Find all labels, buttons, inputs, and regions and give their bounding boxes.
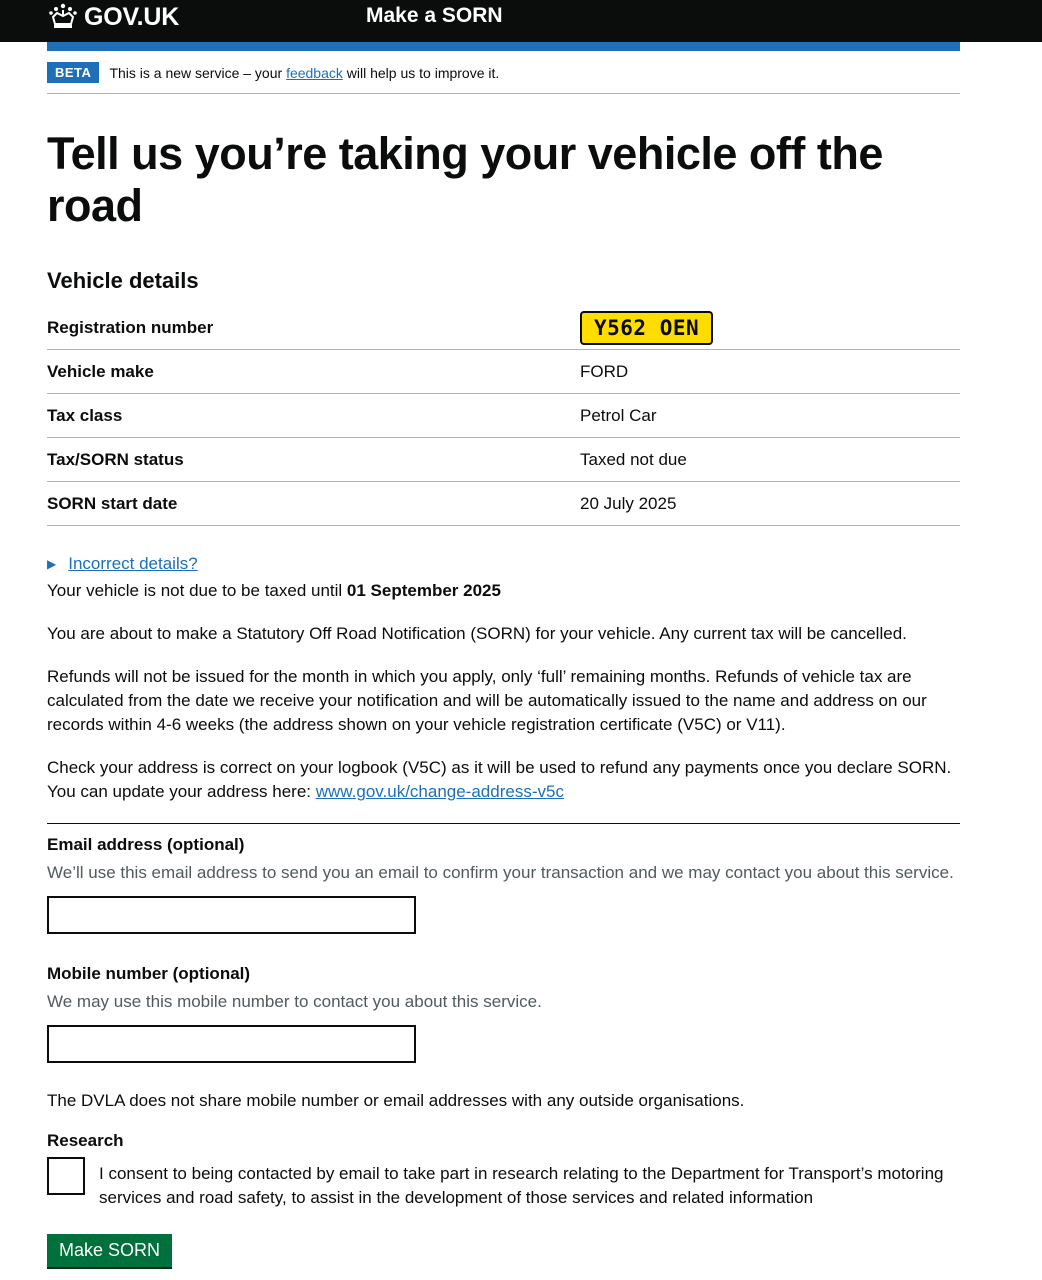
site-header — [0, 0, 1042, 42]
mobile-label: Mobile number (optional) — [47, 964, 251, 983]
check-address-paragraph: Check your address is correct on your logbook (V5C) as it will be used to refund any payments once you declare SORN. You can update your address here: www.gov.uk/change-address-v5c — [47, 758, 952, 801]
triangle-right-icon: ▶ — [47, 557, 57, 571]
refunds-paragraph: Refunds will not be issued for the month in which you apply, only ‘full’ remaining months. Refunds of vehicle tax are calculated from the date we receive your notification and will be automatically issued to the name and address on our records within 4-6 weeks (the address shown on your vehicle registration certificate (V5C) or V11). — [47, 667, 927, 734]
vehicle-details-heading: Vehicle details — [47, 268, 199, 293]
summary-row-make — [47, 350, 960, 394]
summary-row-tax-class — [47, 394, 960, 438]
email-hint: We’ll use this email address to send you an email to confirm your transaction and we may contact you about this service. — [47, 863, 954, 882]
summary-key: Tax class — [47, 405, 123, 425]
beta-tag: BETA — [47, 62, 99, 83]
registration-plate: Y562 OEN — [580, 311, 713, 345]
feedback-link[interactable]: feedback — [286, 64, 343, 81]
vehicle-summary-list — [47, 306, 960, 526]
summary-key: Tax/SORN status — [47, 449, 184, 469]
service-name-link[interactable]: Make a SORN — [366, 4, 503, 27]
data-sharing-notice: The DVLA does not share mobile number or email addresses with any outside organisations. — [47, 1091, 745, 1110]
incorrect-details-link[interactable]: Incorrect details? — [68, 554, 198, 573]
mobile-hint: We may use this mobile number to contact you about this service. — [47, 992, 542, 1011]
logo-text: GOV.UK — [84, 2, 180, 31]
summary-row-sorn-date — [47, 482, 960, 526]
section-divider — [47, 823, 960, 824]
header-blue-bar — [47, 42, 960, 51]
research-consent-checkbox[interactable] — [47, 1157, 85, 1195]
research-label: Research — [47, 1131, 124, 1150]
page-title: Tell us you’re taking your vehicle off the road — [47, 128, 883, 231]
phase-banner — [47, 51, 960, 94]
main-container — [47, 51, 960, 1267]
change-address-link[interactable]: www.gov.uk/change-address-v5c — [315, 782, 564, 801]
email-label: Email address (optional) — [47, 835, 245, 854]
email-input[interactable] — [47, 896, 416, 934]
mobile-input[interactable] — [47, 1025, 416, 1063]
summary-value: Taxed not due — [580, 449, 687, 469]
crown-icon — [47, 2, 79, 32]
summary-value: FORD — [580, 361, 629, 381]
summary-key: SORN start date — [47, 493, 178, 513]
summary-key: Registration number — [47, 317, 214, 337]
tax-due-text: Your vehicle is not due to be taxed until 01 September 2025 — [47, 581, 501, 600]
research-consent-text[interactable]: I consent to being contacted by email to take part in research relating to the Department for Transport’s motoring services and road safety, to assist in the development of those services and related information — [99, 1164, 944, 1207]
make-sorn-button[interactable]: Make SORN — [47, 1234, 172, 1267]
summary-row-registration — [47, 306, 960, 350]
summary-row-status — [47, 438, 960, 482]
tax-due-date: 01 September 2025 — [346, 581, 501, 600]
incorrect-details-toggle[interactable] — [47, 554, 960, 574]
summary-value: 20 July 2025 — [580, 493, 677, 513]
summary-value: Petrol Car — [580, 405, 657, 425]
summary-key: Vehicle make — [47, 361, 154, 381]
phase-banner-text: This is a new service – your feedback will help us to improve it. — [109, 64, 500, 81]
govuk-logo-link[interactable] — [47, 1, 179, 33]
sorn-notice-paragraph: You are about to make a Statutory Off Road Notification (SORN) for your vehicle. Any current tax will be cancelled. — [47, 624, 907, 643]
research-consent-row — [47, 1157, 960, 1210]
